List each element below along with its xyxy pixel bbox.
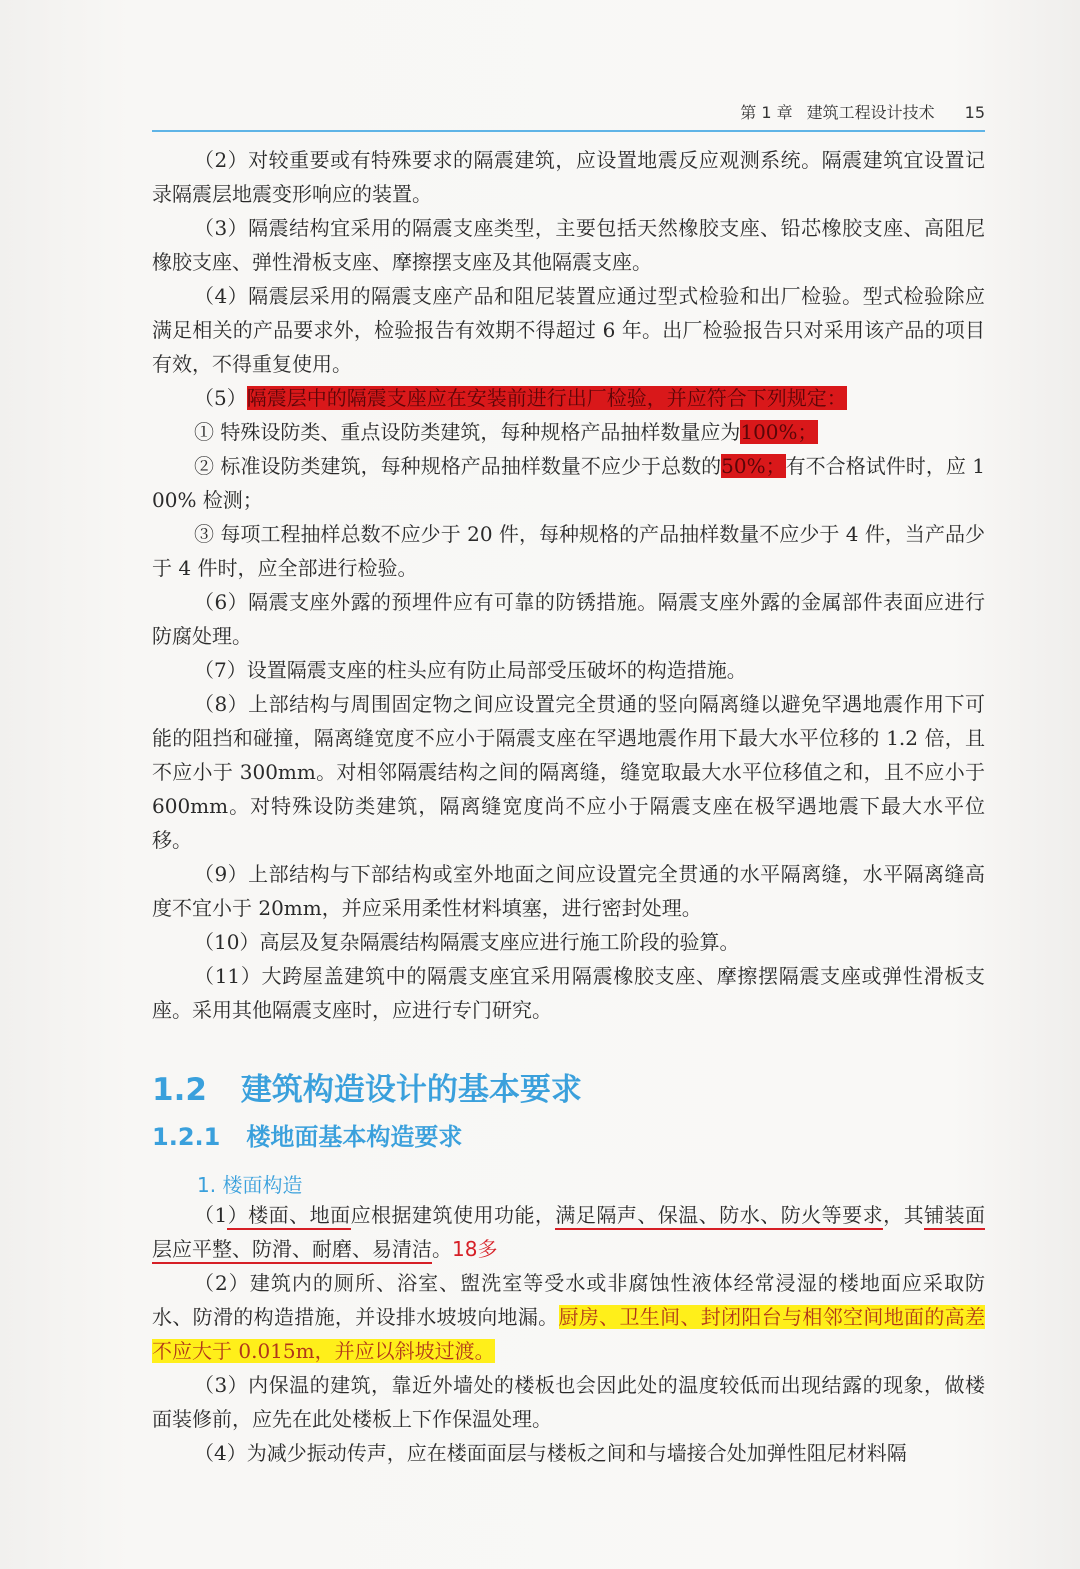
paragraph-6: （6）隔震支座外露的预埋件应有可靠的防锈措施。隔震支座外露的金属部件表面应进行防腐处理。 (152, 590, 985, 648)
subsection-title: 楼地面基本构造要求 (246, 1123, 463, 1151)
paragraph-2: （2）对较重要或有特殊要求的隔震建筑，应设置地震反应观测系统。隔震建筑宜设置记录隔震层地震变形响应的装置。 (152, 148, 985, 206)
paragraph-5-prefix: （5） (194, 386, 247, 410)
paragraph-4: （4）隔震层采用的隔震支座产品和阻尼装置应通过型式检验和出厂检验。型式检验除应满足相关的产品要求外，检验报告有效期不得超过 6 年。出厂检验报告只对采用该产品的项目有效，不得重复使用。 (152, 284, 985, 376)
section-heading (152, 1064, 582, 1109)
list-item-2-rest: 有不合格试件时，应 100% 检测； (152, 454, 985, 512)
fp2-text: （2）建筑内的厕所、浴室、盥洗室等受水或非腐蚀性液体经常浸湿的楼地面应采取防水、防滑的构造措施，并设排水坡坡向地漏。 (152, 1271, 985, 1329)
list-item-1-text: ① 特殊设防类、重点设防类建筑，每种规格产品抽样数量应为 (194, 420, 741, 444)
running-header (152, 100, 985, 132)
body-text-upper (152, 143, 985, 1027)
paragraph-11: （11）大跨屋盖建筑中的隔震支座宜采用隔震橡胶支座、摩擦摆隔震支座或弹性滑板支座。采用其他隔震支座时，应进行专门研究。 (152, 964, 985, 1022)
paragraph-5 (152, 381, 985, 415)
paragraph-10: （10）高层及复杂隔震结构隔震支座应进行施工阶段的验算。 (194, 930, 740, 954)
chapter-label: 第 1 章 (740, 103, 793, 122)
paragraph-3: （3）隔震结构宜采用的隔震支座类型，主要包括天然橡胶支座、铅芯橡胶支座、高阻尼橡胶支座、弹性滑板支座、摩擦摆支座及其他隔震支座。 (152, 216, 985, 274)
floor-paragraph-1 (152, 1198, 985, 1266)
paragraph-9: （9）上部结构与下部结构或室外地面之间应设置完全贯通的水平隔离缝，水平隔离缝高度不宜小于 20mm，并应采用柔性材料填塞，进行密封处理。 (152, 862, 985, 920)
fp1-e: ，其 (883, 1203, 925, 1227)
fp1-a: （1 (194, 1203, 228, 1227)
body-text-lower (152, 1198, 985, 1470)
yellow-highlight: 厨房、卫生间、封闭阳台与相邻空间地面的高差不应大于 0.015m，并应以斜坡过渡。 (152, 1305, 985, 1363)
red-highlight: 100%； (740, 420, 818, 444)
red-highlight: 隔震层中的隔震支座应在安装前进行出厂检验，并应符合下列规定： (246, 386, 847, 410)
item-heading: 1. 楼面构造 (197, 1173, 303, 1197)
list-item-3: ③ 每项工程抽样总数不应少于 20 件，每种规格的产品抽样数量不应少于 4 件，当产品少于 4 件时，应全部进行检验。 (152, 522, 985, 580)
header-right (726, 100, 985, 123)
paragraph-8: （8）上部结构与周围固定物之间应设置完全贯通的竖向隔离缝以避免罕遇地震作用下可能的阻挡和碰撞，隔离缝宽度不应小于隔震支座在罕遇地震作用下最大水平位移的 1.2 倍，且不应小于 300mm。对相邻隔震结构之间的隔离缝，缝宽取最大水平位移值之和，且不应小于 600mm。对特殊设防类建筑，隔离缝宽度尚不应小于隔震支座在极罕遇地震下最大水平位移。 (152, 692, 985, 852)
handwritten-note: 18多 (452, 1237, 498, 1261)
section-title: 建筑构造设计的基本要求 (240, 1072, 582, 1108)
fp1-c: 应根据建筑使用功能， (350, 1203, 556, 1227)
floor-paragraph-4: （4）为减少振动传声，应在楼面面层与楼板之间和与墙接合处加弹性阻尼材料隔 (194, 1441, 907, 1465)
chapter-title: 建筑工程设计技术 (806, 103, 935, 122)
subsection-number: 1.2.1 (152, 1123, 221, 1151)
list-item-2 (152, 449, 985, 517)
floor-paragraph-2 (152, 1266, 985, 1368)
section-number: 1.2 (152, 1072, 207, 1108)
list-item-2-text: ② 标准设防类建筑，每种规格产品抽样数量不应少于总数的 (194, 454, 722, 478)
red-highlight: 50%； (721, 454, 786, 478)
paragraph-7: （7）设置隔震支座的柱头应有防止局部受压破坏的构造措施。 (194, 658, 747, 682)
red-underline: ）楼面、地面 (227, 1203, 350, 1230)
floor-paragraph-3: （3）内保温的建筑，靠近外墙处的楼板也会因此处的温度较低而出现结露的现象，做楼面装修前，应先在此处楼板上下作保温处理。 (152, 1373, 985, 1431)
red-underline: 满足隔声、保温、防水、防火等要求 (555, 1203, 883, 1230)
subsection-heading (152, 1117, 462, 1152)
list-item-1 (152, 415, 985, 449)
page-number: 15 (964, 103, 985, 122)
red-underline: 铺装面层应平整、防滑、耐磨、易清洁 (152, 1203, 985, 1264)
fp1-g: 。 (432, 1237, 452, 1261)
